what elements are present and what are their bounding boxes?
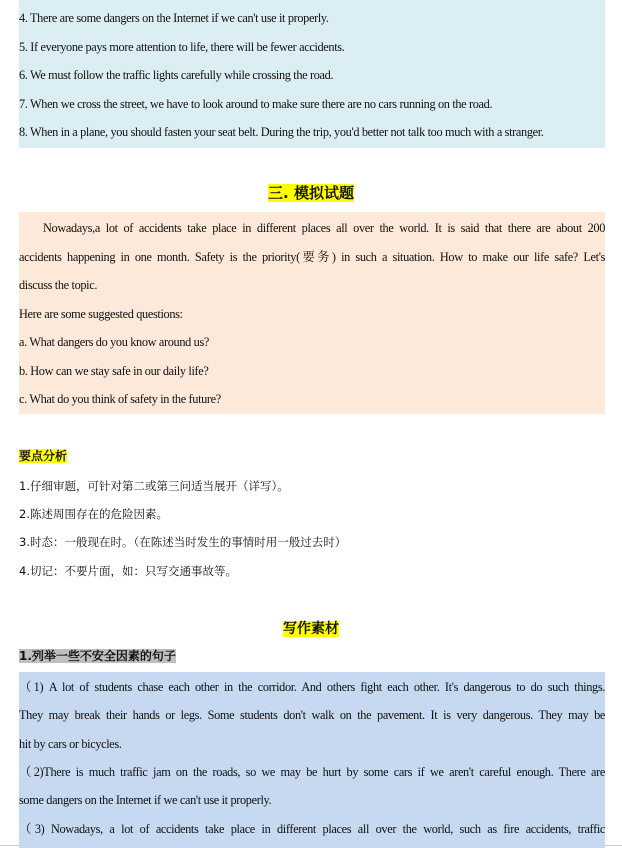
material-line: some dangers on the Internet if we can't use it properly.: [19, 793, 272, 807]
section-title-mock-test: 三. 模拟试题: [268, 184, 354, 202]
sentence-4: 4. There are some dangers on the Internet if we can't use it properly.: [19, 11, 329, 25]
analysis-item: 2.陈述周围存在的危险因素。: [19, 507, 168, 521]
analysis-item: 3.时态：一般现在时。（在陈述当时发生的事情时用一般过去时）: [19, 535, 347, 549]
page-margin-mark: [605, 845, 622, 846]
prompt-question-a: a. What dangers do you know around us?: [19, 335, 210, 349]
material-title: 写作素材: [283, 621, 339, 637]
prompt-question-c: c. What do you think of safety in the future?: [19, 392, 221, 406]
sentence-6: 6. We must follow the traffic lights carefully while crossing the road.: [19, 68, 334, 82]
sentence-5: 5. If everyone pays more attention to life, there will be fewer accidents.: [19, 40, 345, 54]
analysis-heading: 要点分析: [19, 449, 68, 463]
analysis-item: 4.切记：不要片面，如：只写交通事故等。: [19, 564, 237, 578]
sentence-8: 8. When in a plane, you should fasten your seat belt. During the trip, you'd better not talk too much with a stranger.: [19, 125, 544, 139]
page-margin-mark: [0, 845, 19, 846]
material-line: （2)There is much traffic jam on the roads, so we may be hurt by some cars if we aren't careful enough. There are: [19, 765, 605, 779]
sentence-7: 7. When we cross the street, we have to look around to make sure there are no cars running on the road.: [19, 97, 493, 111]
material-line: hit by cars or bicycles.: [19, 737, 122, 751]
prompt-line: discuss the topic.: [19, 278, 98, 292]
prompt-line: Nowadays,a lot of accidents take place in different places all over the world. It is said that there are about 200: [43, 221, 605, 235]
material-line: （3) Nowadays, a lot of accidents take place in different places all over the world, such as fire accidents, traffic: [19, 822, 605, 836]
material-line: They may break their hands or legs. Some students don't walk on the pavement. It is very dangerous. They may be: [19, 708, 605, 722]
material-subheading: 1.列举一些不安全因素的句子: [19, 649, 176, 663]
prompt-line: accidents happening in one month. Safety is the priority(要务) in such a situation. How to make our life safe? Let's: [19, 250, 605, 264]
prompt-question-b: b. How can we stay safe in our daily life?: [19, 364, 209, 378]
prompt-line: Here are some suggested questions:: [19, 307, 183, 321]
analysis-item: 1.仔细审题，可针对第二或第三问适当展开（详写）。: [19, 479, 289, 493]
material-line: （1) A lot of students chase each other in the corridor. And others fight each other. It's dangerous to do such things.: [19, 680, 605, 694]
